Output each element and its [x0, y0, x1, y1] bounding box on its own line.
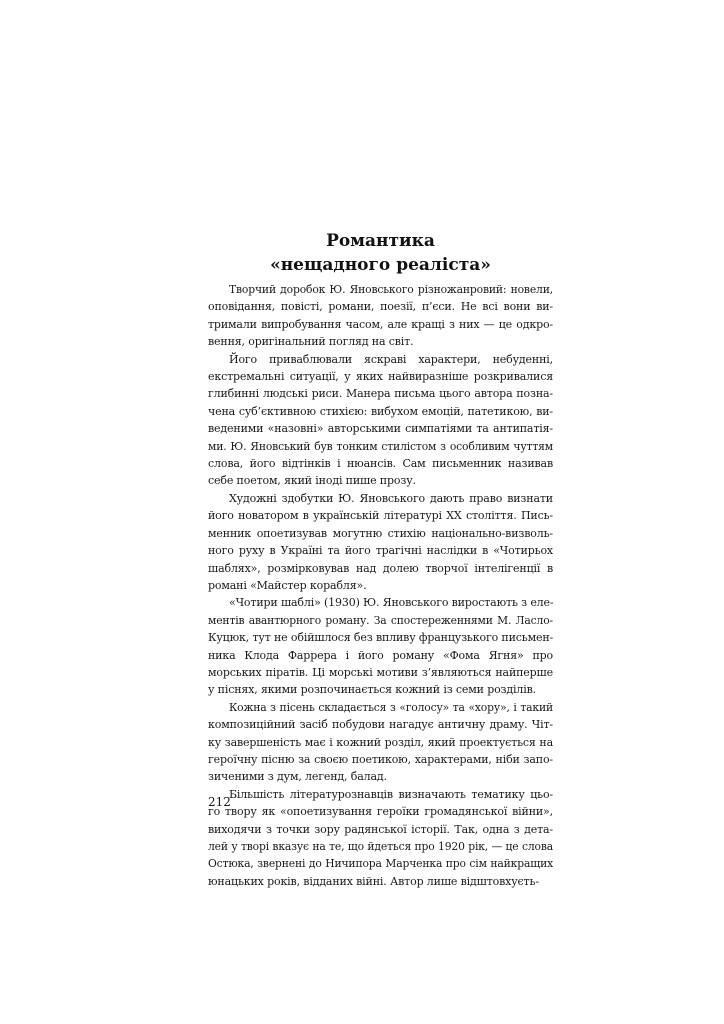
paragraph — [208, 594, 553, 698]
text-line: Художні здобутки Ю. Яновського дають право визнати — [229, 491, 553, 505]
chapter-heading-line-1: Романтика — [326, 231, 435, 251]
paragraph — [208, 699, 553, 786]
page-number: 212 — [208, 795, 231, 809]
paragraph — [208, 351, 553, 490]
text-line: оповідання, повісті, романи, поезії, п’єси. Не всі вони ви- — [208, 300, 553, 314]
text-line: «Чотири шаблі» (1930) Ю. Яновського виростають з еле- — [229, 596, 553, 610]
text-line: го твору як «опоетизування героїки громадянської війни», — [208, 805, 553, 819]
text-line: глибинні людські риси. Манера письма цього автора позна- — [208, 387, 553, 401]
chapter-heading — [208, 229, 553, 277]
text-line: лей у творі вказує на те, що йдеться про 1920 рік, — це слова — [208, 840, 553, 853]
text-line: ментів авантюрного роману. За спостереженнями М. Ласло- — [208, 613, 553, 627]
chapter-heading-line-2: «нещадного реаліста» — [270, 255, 491, 275]
text-line: його новатором в українській літературі ХХ століття. Пись- — [208, 509, 553, 523]
text-line: екстремальні ситуації, у яких найвиразніше розкривалися — [208, 370, 553, 384]
body-text — [208, 281, 553, 890]
text-line: Кожна з пісень складається з «голосу» та «хору», і такий — [229, 700, 553, 714]
paragraph — [208, 490, 553, 594]
text-line: Його приваблювали яскраві характери, небуденні, — [229, 352, 553, 366]
text-line: зиченими з дум, легенд, балад. — [208, 770, 387, 784]
text-line: ми. Ю. Яновський був тонким стилістом з особливим чуттям — [208, 439, 553, 453]
text-line: виходячи з точки зору радянської історії. Так, одна з дета- — [208, 822, 553, 836]
page-content — [208, 229, 553, 890]
text-line: слова, його відтінків і нюансів. Сам письменник називав — [208, 457, 553, 471]
text-line: героїчну пісню за своєю поетикою, характерами, ніби запо- — [208, 752, 553, 766]
text-line: ку завершеність має і кожний розділ, який проектується на — [208, 735, 553, 749]
text-line: романі «Майстер корабля». — [208, 578, 367, 592]
text-line: Остюка, звернені до Ничипора Марченка про сім найкращих — [208, 857, 553, 871]
text-line: ного руху в Україні та його трагічні наслідки в «Чотирьох — [208, 544, 553, 558]
text-line: веденими «назовні» авторськими симпатіями та антипатія- — [208, 422, 553, 436]
text-line: шаблях», розмірковував над долею творчої інтелігенції в — [208, 561, 553, 575]
paragraph — [208, 281, 553, 351]
text-line: Творчий доробок Ю. Яновського різножанровий: новели, — [229, 283, 553, 296]
text-line: себе поетом, який іноді пише прозу. — [208, 474, 416, 488]
paragraph — [208, 786, 553, 890]
text-line: морських піратів. Ці морські мотиви з’являються найперше — [208, 665, 553, 679]
text-line: композиційний засіб побудови нагадує античну драму. Чіт- — [208, 718, 553, 732]
text-line: ника Клода Фаррера і його роману «Фома Ягня» про — [208, 648, 553, 662]
text-line: тримали випробування часом, але кращі з них — це одкро- — [208, 317, 553, 331]
text-line: юнацьких років, відданих війні. Автор лише відштовхуєть- — [208, 874, 539, 888]
text-line: у піснях, якими розпочинається кожний із семи розділів. — [208, 683, 536, 697]
text-line: вення, оригінальний погляд на світ. — [208, 335, 414, 349]
text-line: Куцюк, тут не обійшлося без впливу французького письмен- — [208, 631, 553, 645]
text-line: чена суб’єктивною стихією: вибухом емоцій, патетикою, ви- — [208, 404, 553, 418]
text-line: менник опоетизував могутню стихію національно-визволь- — [208, 526, 553, 540]
text-line: Більшість літературознавців визначають тематику цьо- — [229, 787, 553, 801]
